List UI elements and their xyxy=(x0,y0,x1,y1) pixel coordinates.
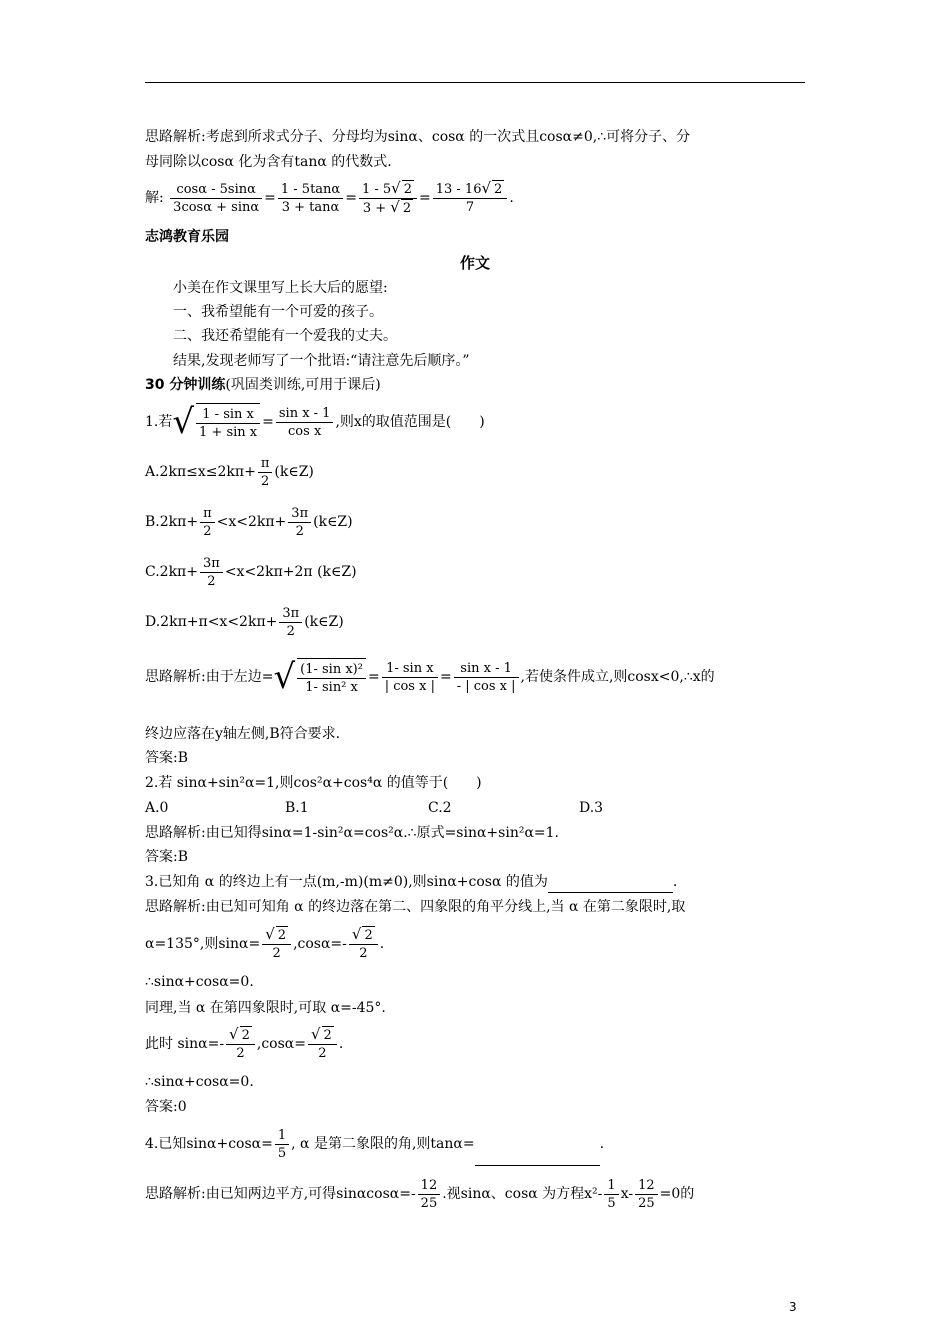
solution-prefix: 解: xyxy=(145,190,164,206)
q2-analysis: 思路解析:由已知得sinα=1-sin²α=cos²α.∴原式=sinα+sin²α=1. xyxy=(145,825,559,841)
question-1: 1.若√ $\frac{\text{1 - sin x}}{\text{1 + sin x}}$ = $\frac{\text{sin x - 1}}{\text{cos x}}$ ,则x的取值范围是( ) xyxy=(145,402,485,442)
q3-analysis: 思路解析:由已知可知角 α 的终边落在第二、四象限的角平分线上,当 α 在第二象限时,取 xyxy=(145,899,686,915)
solution-line: 解: $\frac{\cos\alpha - 5\sin\alpha}{3\cos\alpha + \sin\alpha}$ = $\frac{1 - 5\tan\alpha}{3 + \tan\alpha}$ = $\frac{1 - 5√ 2}{3 + √ 2}$ = $\frac{13 - 16√ 2}{7}$ . xyxy=(145,178,514,216)
essay-line: 二、我还希望能有一个爱我的丈夫。 xyxy=(173,328,397,344)
q1-answer: 答案:B xyxy=(145,750,189,766)
answer-blank[interactable] xyxy=(475,1151,600,1166)
fraction: $\frac{\cos\alpha - 5\sin\alpha}{3\cos\alpha + \sin\alpha}$ xyxy=(170,181,262,216)
q3-formula: 此时 sinα=- $\frac{√ 2}{2}$ ,cosα= $\frac{√ 2}{2}$ . xyxy=(145,1025,344,1061)
q3-answer: 答案:0 xyxy=(145,1099,187,1115)
analysis-line: 思路解析:考虑到所求式分子、分母均为sinα、cosα 的一次式且cosα≠0,∴可将分子、分 xyxy=(145,129,691,145)
essay-line: 结果,发现老师写了一个批语:“请注意先后顺序。” xyxy=(173,353,470,369)
page-number: 3 xyxy=(789,1300,797,1314)
essay-title: 作文 xyxy=(459,254,490,272)
q1-analysis: 思路解析:由于左边=√ $\frac{\text{(1- sin x)²}}{\text{1- sin² x}}$ = $\frac{\text{1- sin x}}{\text{| cos x |}}$ = $\frac{\text{sin x - 1}}{\text{- | cos x |}}$ ,若使条件成立,则cosx<0,∴x的 xyxy=(145,657,715,697)
fraction: $\frac{1 - 5\tan\alpha}{3 + \tan\alpha}$ xyxy=(278,181,343,216)
option-d: D.2kπ+π<x<2kπ+ $\frac{3\pi}{2}$ (k∈Z) xyxy=(145,605,344,639)
question-4: 4.已知sinα+cosα= $\frac{1}{5}$ , α 是第二象限的角,则tanα= . xyxy=(145,1122,604,1166)
fraction: $\frac{\text{sin x - 1}}{\text{cos x}}$ xyxy=(276,405,334,440)
q3-analysis-formula: α=135°,则sinα= $\frac{√ 2}{2}$ ,cosα=- $\frac{√ 2}{2}$ . xyxy=(145,925,385,961)
option-a: A.2kπ≤x≤2kπ+ $\frac{\pi}{2}$ (k∈Z) xyxy=(145,455,314,489)
q4-analysis: 思路解析:由已知两边平方,可得sinαcosα=- $\frac{12}{25}$ .视sinα、cosα 为方程x²- $\frac{1}{5}$ x- $\frac{12}{25}$ =0的 xyxy=(145,1177,695,1211)
fraction: $\frac{13 - 16√ 2}{7}$ xyxy=(433,180,508,216)
question-3: 3.已知角 α 的终边上有一点(m,-m)(m≠0),则sinα+cosα 的值为 . xyxy=(145,871,677,893)
q3-line: ∴sinα+cosα=0. xyxy=(145,974,254,990)
header-rule xyxy=(145,82,805,83)
analysis-line: 母同除以cosα 化为含有tanα 的代数式. xyxy=(145,154,392,170)
q2-options: A.0 B.1 C.2 D.3 xyxy=(145,800,604,816)
q2-answer: 答案:B xyxy=(145,849,189,865)
essay-line: 一、我希望能有一个可爱的孩子。 xyxy=(173,304,383,320)
fraction: $\frac{1 - 5√ 2}{3 + √ 2}$ xyxy=(359,180,417,217)
essay-line: 小美在作文课里写上长大后的愿望: xyxy=(173,280,388,296)
option-c: C.2kπ+ $\frac{3\pi}{2}$ <x<2kπ+2π (k∈Z) xyxy=(145,555,357,589)
question-2: 2.若 sinα+sin²α=1,则cos²α+cos⁴α 的值等于( ) xyxy=(145,775,482,791)
q1-analysis-cont: 终边应落在y轴左侧,B符合要求. xyxy=(145,726,341,742)
radical-fraction: $\frac{\text{1 - sin x}}{\text{1 + sin x}}$ xyxy=(196,403,260,441)
q3-line: 同理,当 α 在第四象限时,可取 α=-45°. xyxy=(145,1000,386,1016)
answer-blank[interactable] xyxy=(548,878,673,893)
q3-line: ∴sinα+cosα=0. xyxy=(145,1074,254,1090)
practice-heading: 30 分钟训练(巩固类训练,可用于课后) xyxy=(145,377,381,393)
section-header: 志鸿教育乐园 xyxy=(145,229,229,245)
option-b: B.2kπ+ $\frac{\pi}{2}$ <x<2kπ+ $\frac{3\pi}{2}$ (k∈Z) xyxy=(145,505,353,539)
